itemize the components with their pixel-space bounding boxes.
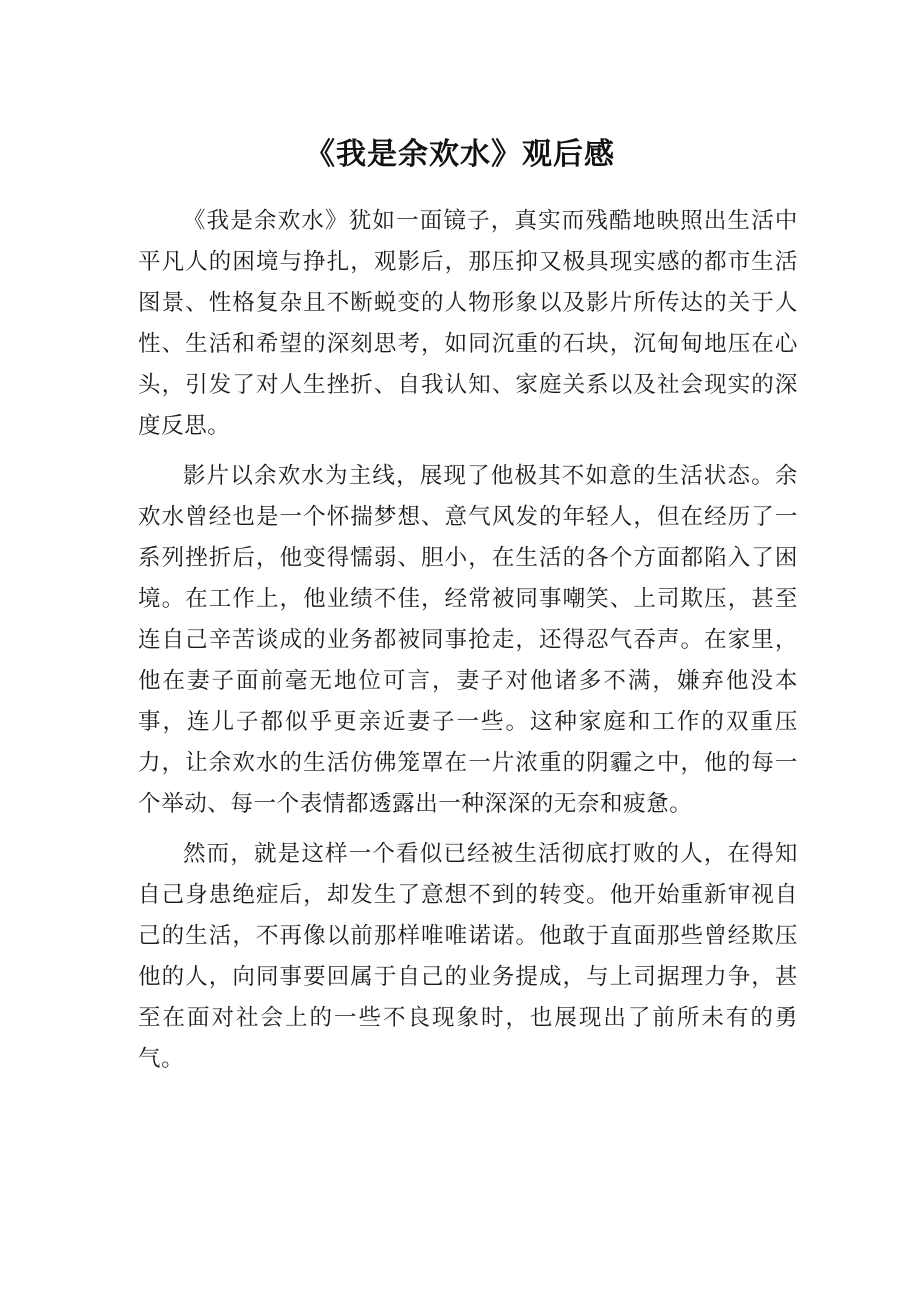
paragraph-1: 《我是余欢水》犹如一面镜子，真实而残酷地映照出生活中平凡人的困境与挣扎，观影后，那压抑又极具现实感的都市生活图景、性格复杂且不断蜕变的人物形象以及影片所传达的关于人性、生活和希望的深刻思考，如同沉重的石块，沉甸甸地压在心头，引发了对人生挫折、自我认知、家庭关系以及社会现实的深度反思。	[138, 208, 798, 439]
paragraph-2: 影片以余欢水为主线，展现了他极其不如意的生活状态。余欢水曾经也是一个怀揣梦想、意气风发的年轻人，但在经历了一系列挫折后，他变得懦弱、胆小，在生活的各个方面都陷入了困境。在工作上，他业绩不佳，经常被同事嘲笑、上司欺压，甚至连自己辛苦谈成的业务都被同事抢走，还得忍气吞声。在家里，他在妻子面前毫无地位可言，妻子对他诸多不满，嫌弃他没本事，连儿子都似乎更亲近妻子一些。这种家庭和工作的双重压力，让余欢水的生活仿佛笼罩在一片浓重的阴霾之中，他的每一个举动、每一个表情都透露出一种深深的无奈和疲惫。	[138, 463, 798, 817]
paragraph-3: 然而，就是这样一个看似已经被生活彻底打败的人，在得知自己身患绝症后，却发生了意想不到的转变。他开始重新审视自己的生活，不再像以前那样唯唯诺诺。他敢于直面那些曾经欺压他的人，向同事要回属于自己的业务提成，与上司据理力争，甚至在面对社会上的一些不良现象时，也展现出了前所未有的勇气。	[138, 841, 798, 1072]
document-body	[138, 201, 798, 1089]
document-title: 《我是余欢水》观后感	[305, 137, 615, 172]
